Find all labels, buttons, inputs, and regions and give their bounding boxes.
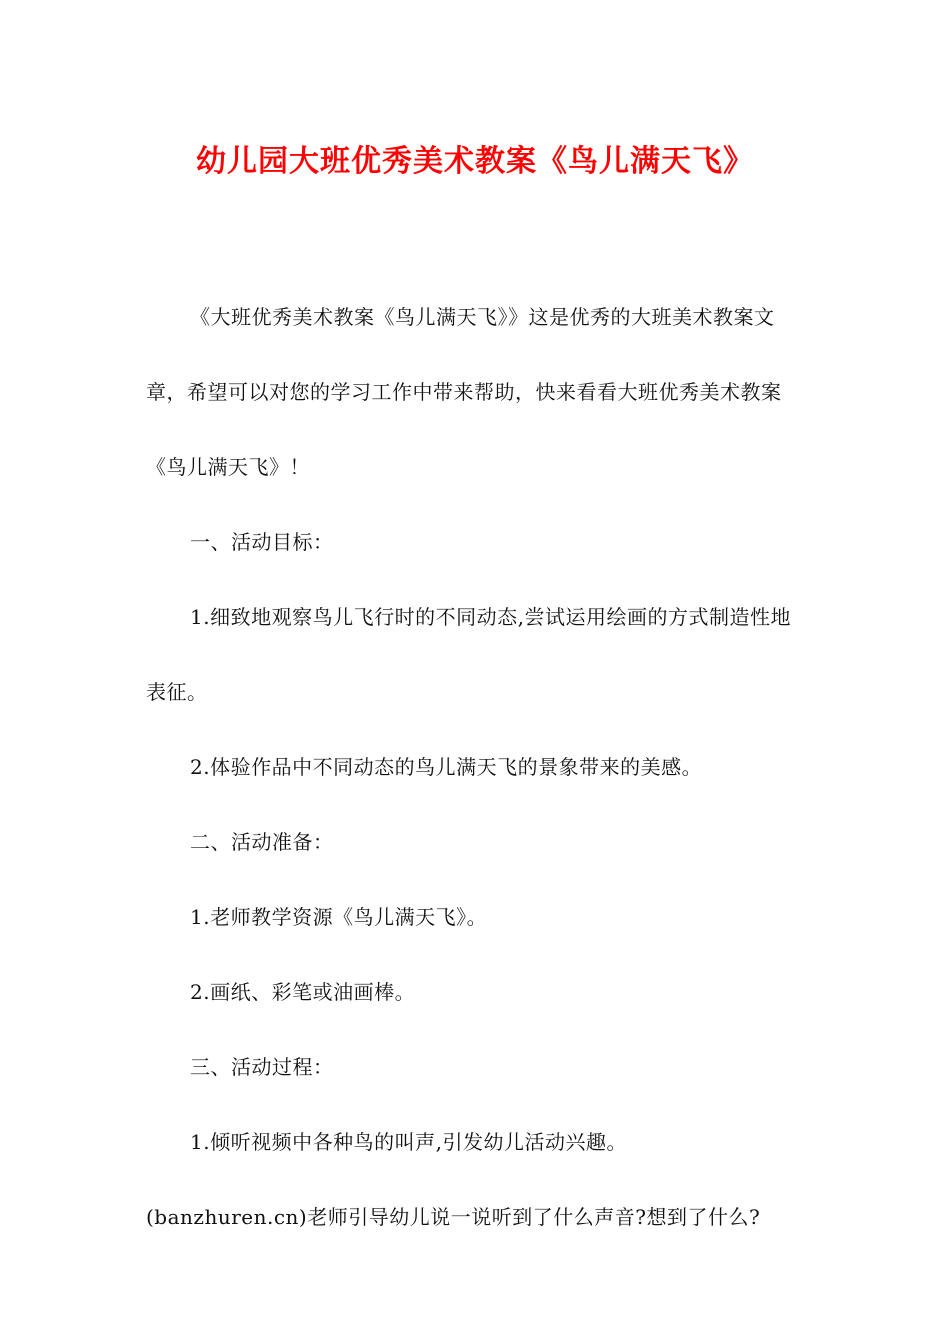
section-heading-process: 三、活动过程： (190, 1055, 334, 1079)
document-title: 幼儿园大班优秀美术教案《鸟儿满天飞》 (196, 144, 754, 179)
section-heading-goals: 一、活动目标： (190, 530, 334, 554)
goal-item-2: 2.体验作品中不同动态的鸟儿满天飞的景象带来的美感。 (190, 755, 703, 779)
goal-item-1: 1.细致地观察鸟儿飞行时的不同动态,尝试运用绘画的方式制造性地表征。 (146, 605, 791, 704)
process-note: (banzhuren.cn)老师引导幼儿说一说听到了什么声音?想到了什么? (146, 1205, 761, 1229)
preparation-item-2: 2.画纸、彩笔或油画棒。 (190, 980, 416, 1004)
process-item-1: 1.倾听视频中各种鸟的叫声,引发幼儿活动兴趣。 (190, 1130, 627, 1154)
document-body (146, 280, 806, 1255)
preparation-item-1: 1.老师教学资源《鸟儿满天飞》。 (190, 905, 488, 929)
intro-paragraph: 《大班优秀美术教案《鸟儿满天飞》》这是优秀的大班美术教案文章，希望可以对您的学习工作中带来帮助，快来看看大班优秀美术教案《鸟儿满天飞》！ (146, 305, 782, 479)
section-heading-preparation: 二、活动准备： (190, 830, 334, 854)
